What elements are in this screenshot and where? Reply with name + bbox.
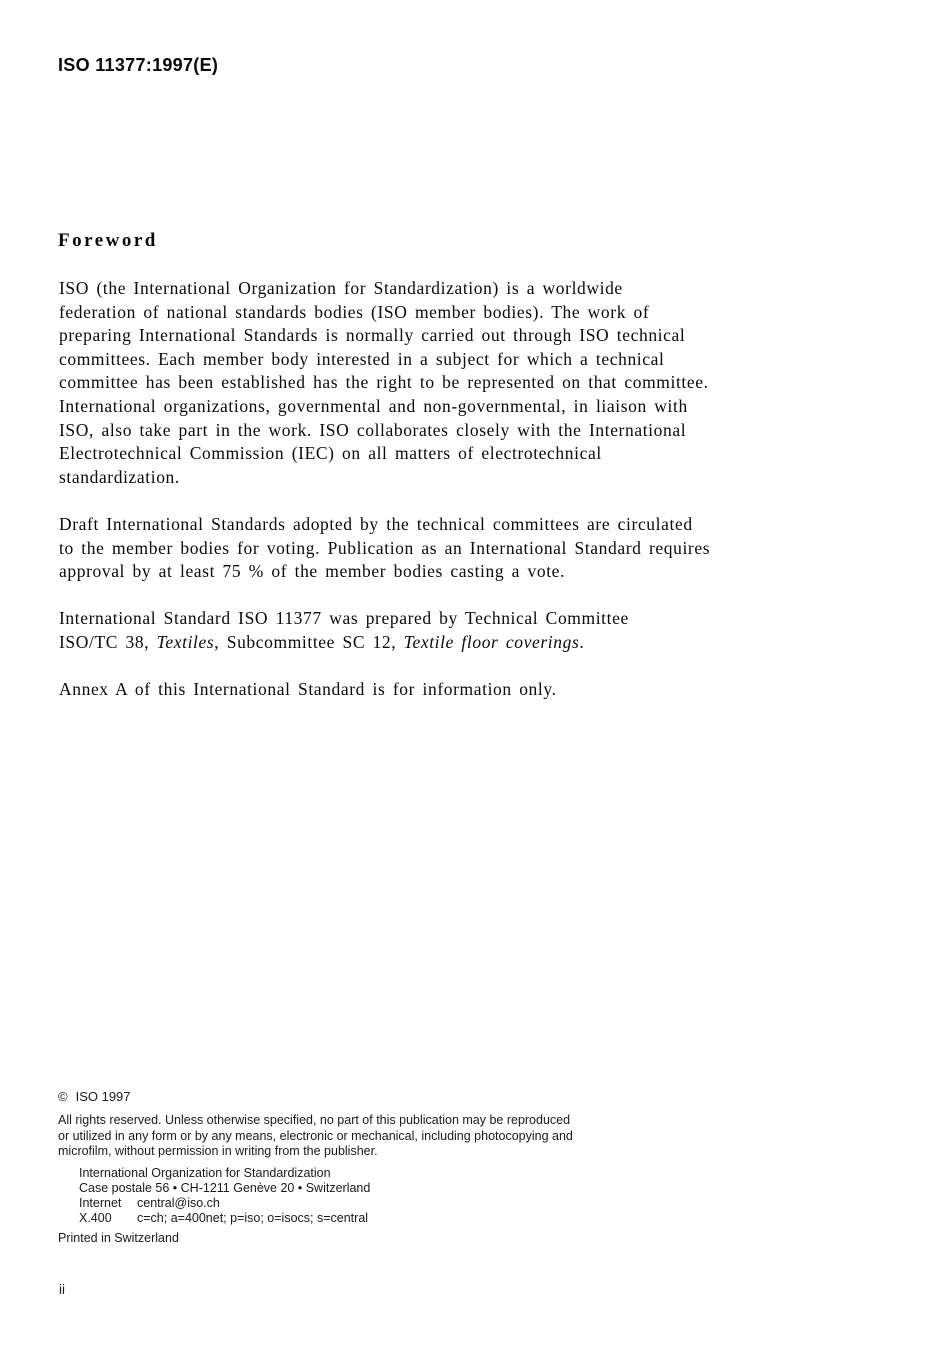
document-reference-header: ISO 11377:1997(E) (58, 55, 219, 75)
text-line: ISO, also take part in the work. ISO collaborates closely with the International (59, 419, 687, 440)
publisher-postal: Case postale 56 • CH-1211 Genève 20 • Switzerland (79, 1180, 371, 1195)
publisher-internet-row (79, 1196, 573, 1211)
paragraph-annex-note: Annex A of this International Standard is for information only. (59, 679, 557, 700)
paragraph-technical-committee (59, 607, 839, 654)
x400-label: X.400 (79, 1211, 112, 1226)
text-line: microfilm, without permission in writing from the publisher. (58, 1144, 378, 1159)
text-line: International organizations, governmental and non-governmental, in liaison with (59, 395, 688, 416)
text-line: committee has been established has the right to be represented on that committee. (59, 372, 709, 393)
text-line: to the member bodies for voting. Publication as an International Standard requires (59, 537, 711, 558)
text-segment: , Subcommittee SC 12, (214, 631, 404, 652)
text-line: International Standard ISO 11377 was prepared by Technical Committee (59, 608, 629, 629)
paragraph-draft-standards (59, 513, 839, 584)
publisher-address (79, 1166, 573, 1227)
paragraph-iso-description (59, 277, 839, 489)
subcommittee-name-italic: Textile floor coverings (403, 631, 580, 652)
text-line: Electrotechnical Commission (IEC) on all matters of electrotechnical (59, 443, 602, 464)
copyright-footer (58, 1089, 573, 1247)
text-line (59, 631, 839, 655)
committee-name-italic: Textiles (156, 631, 215, 652)
internet-address: central@iso.ch (137, 1196, 220, 1211)
copyright-symbol: © (58, 1089, 68, 1104)
text-line: Draft International Standards adopted by the technical committees are circulated (59, 513, 693, 534)
text-line: standardization. (59, 466, 180, 487)
text-line: preparing International Standards is normally carried out through ISO technical (59, 325, 686, 346)
page-number: ii (59, 1282, 65, 1297)
foreword-heading: Foreword (58, 230, 158, 251)
text-line: approval by at least 75 % of the member bodies casting a vote. (59, 561, 566, 582)
publisher-x400-row (79, 1211, 573, 1226)
printed-in-statement: Printed in Switzerland (58, 1231, 179, 1246)
text-line: All rights reserved. Unless otherwise specified, no part of this publication may be reproduced (58, 1113, 571, 1128)
text-segment: ISO/TC 38, (59, 631, 157, 652)
text-line: federation of national standards bodies (ISO member bodies). The work of (59, 301, 650, 322)
text-segment: . (579, 631, 585, 652)
foreword-body (59, 277, 839, 725)
text-line: ISO (the International Organization for Standardization) is a worldwide (59, 278, 623, 298)
rights-statement (58, 1113, 573, 1159)
text-line: or utilized in any form or by any means, electronic or mechanical, including photocopying and (58, 1128, 573, 1143)
copyright-year: ISO 1997 (75, 1089, 131, 1104)
internet-label: Internet (79, 1196, 122, 1211)
x400-address: c=ch; a=400net; p=iso; o=isocs; s=central (137, 1211, 369, 1226)
copyright-notice (58, 1089, 573, 1104)
text-line: committees. Each member body interested in a subject for which a technical (59, 348, 665, 369)
publisher-name: International Organization for Standardization (79, 1165, 331, 1180)
